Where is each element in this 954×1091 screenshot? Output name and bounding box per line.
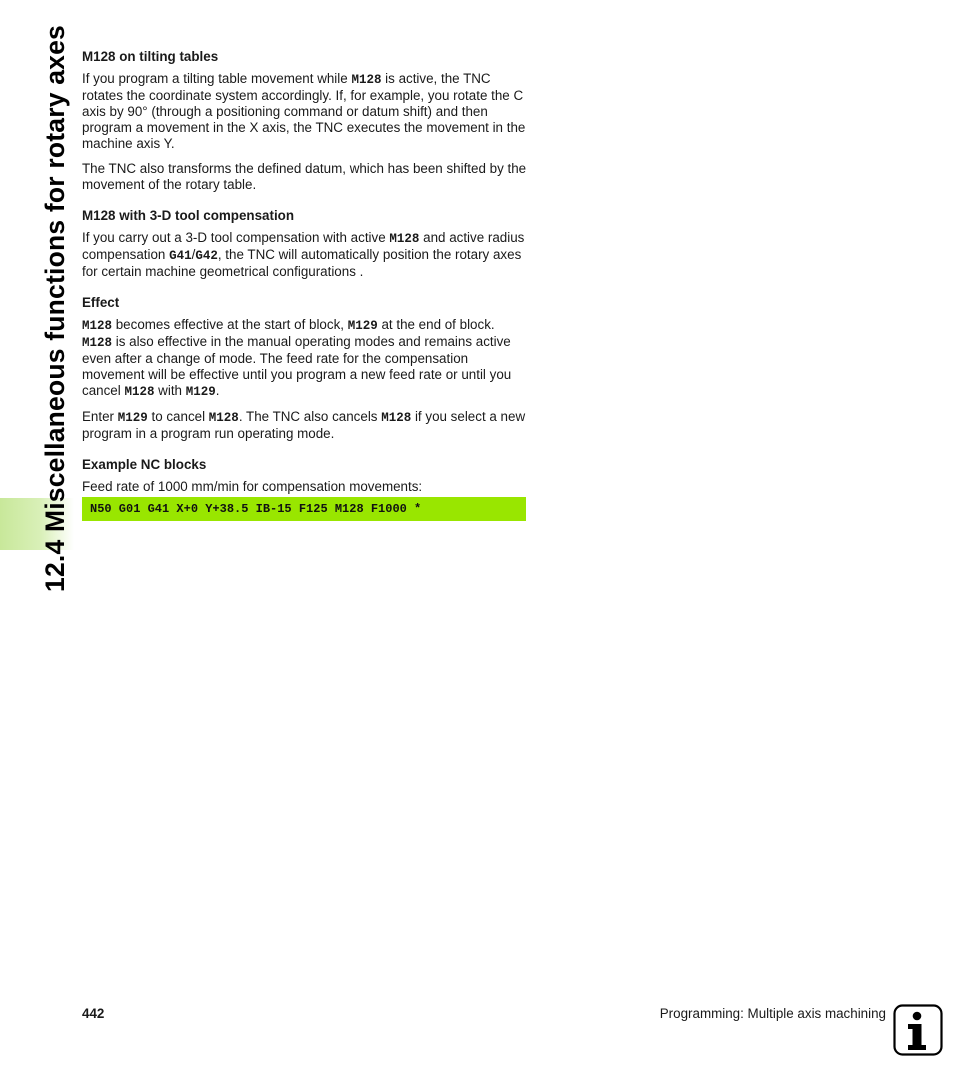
text: and active radius compensation xyxy=(82,230,525,262)
code-m128: M128 xyxy=(381,411,412,425)
text: / xyxy=(191,247,196,262)
code-m128: M128 xyxy=(124,385,155,399)
paragraph xyxy=(82,317,528,400)
text: If you carry out a 3-D tool compensation with active xyxy=(82,230,390,245)
text: If you program a tilting table movement while xyxy=(82,71,352,86)
paragraph xyxy=(82,230,528,280)
chapter-title-vertical: 12.4 Miscellaneous functions for rotary axes xyxy=(40,25,70,592)
paragraph: The TNC also transforms the defined datum, which has been shifted by the movement of the rotary table. xyxy=(82,161,527,192)
text: becomes effective at the start of block, xyxy=(112,317,348,332)
info-icon xyxy=(893,1004,943,1056)
code-m128: M128 xyxy=(208,411,239,425)
section-heading: Example NC blocks xyxy=(82,457,207,472)
section-effect xyxy=(82,294,528,442)
section-heading: M128 with 3-D tool compensation xyxy=(82,208,295,223)
text: if you select a new program in a program run operating mode. xyxy=(82,409,526,441)
text: at the end of block. xyxy=(377,317,495,332)
code-m129: M129 xyxy=(117,411,148,425)
footer-chapter-title: Programming: Multiple axis machining xyxy=(659,1006,886,1021)
code-m128: M128 xyxy=(82,336,113,350)
code-m129: M129 xyxy=(185,385,216,399)
nc-code-block: N50 G01 G41 X+0 Y+38.5 IB-15 F125 M128 F1000 * xyxy=(82,497,526,521)
text: is also effective in the manual operating modes and remains active even after a change of mode. The feed rate for the compensation movement will be effective until you program a new feed rate or until you cancel xyxy=(82,334,512,398)
chapter-side-title xyxy=(0,0,70,600)
code-m129: M129 xyxy=(347,319,378,333)
paragraph: Feed rate of 1000 mm/min for compensation movements: xyxy=(82,479,423,494)
code-g41: G41 xyxy=(169,249,192,263)
section-heading: Effect xyxy=(82,295,120,310)
text: is active, the TNC rotates the coordinate system accordingly. If, for example, you rotate the C axis by 90° (through a positioning command or datum shift) and then program a movement in the X axis, the TNC executes the movement in the machine axis Y. xyxy=(82,71,526,151)
text: Enter xyxy=(82,409,118,424)
text: , the TNC will automatically position the rotary axes for certain machine geometrical configurations . xyxy=(82,247,522,279)
code-g42: G42 xyxy=(195,249,218,263)
text: . The TNC also cancels xyxy=(238,409,382,424)
section-heading: M128 on tilting tables xyxy=(82,49,219,64)
paragraph xyxy=(82,71,528,152)
code-m128: M128 xyxy=(351,73,382,87)
text: . xyxy=(215,383,220,398)
section-tilting-tables xyxy=(82,48,528,193)
section-3d-compensation xyxy=(82,207,528,280)
code-m128: M128 xyxy=(389,232,420,246)
page-number: 442 xyxy=(82,1006,105,1021)
paragraph xyxy=(82,409,528,442)
code-m128: M128 xyxy=(82,319,113,333)
section-example xyxy=(82,456,528,495)
text: to cancel xyxy=(147,409,209,424)
info-icon-graphic xyxy=(893,1004,943,1056)
text: with xyxy=(154,383,186,398)
main-content xyxy=(82,48,528,509)
